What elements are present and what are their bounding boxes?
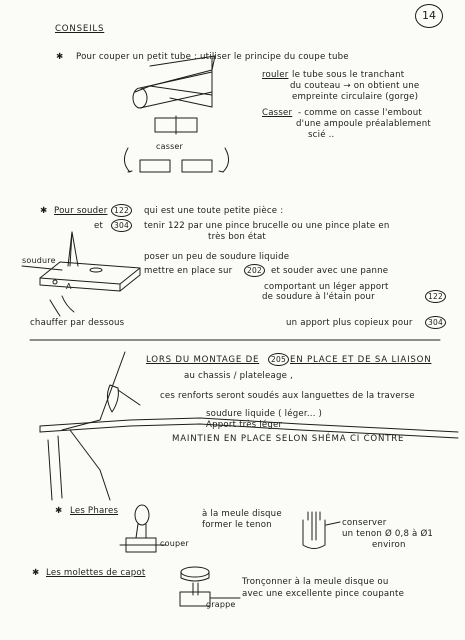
bullet-star-icon: ✱ bbox=[56, 52, 64, 62]
ref-202: 202 bbox=[244, 264, 265, 277]
cut-label: couper bbox=[160, 539, 189, 548]
bullet-star-icon: ✱ bbox=[55, 506, 63, 516]
tube-cutter-sketch bbox=[133, 56, 215, 108]
broken-tube-sketch bbox=[124, 148, 228, 172]
assembly-text-2: soudure liquide ( léger... ) bbox=[206, 409, 323, 419]
bullet-star-icon: ✱ bbox=[32, 568, 40, 578]
headlights-text-1: à la meule disque bbox=[202, 509, 282, 519]
heat-below-caption: chauffer par dessous bbox=[30, 318, 125, 328]
solder-text-8: de soudure à l'étain pour bbox=[262, 292, 375, 302]
ref-304-b: 304 bbox=[425, 316, 446, 329]
solder-text-1: qui est une toute petite pièce : bbox=[144, 206, 284, 216]
solder-text-5: mettre en place sur bbox=[144, 266, 233, 276]
roll-text-1: le tube sous le tranchant bbox=[292, 70, 405, 80]
headlights-text-2: former le tenon bbox=[202, 520, 272, 530]
solder-label: Pour souder bbox=[54, 206, 108, 216]
solder-text-6: et souder avec une panne bbox=[271, 266, 389, 276]
roll-label: rouler bbox=[262, 70, 289, 80]
ref-304: 304 bbox=[111, 219, 132, 232]
tube-cut-intro: Pour couper un petit tube : utiliser le principe du coupe tube bbox=[76, 52, 349, 62]
solder-text-3: très bon état bbox=[208, 232, 266, 242]
tenon-detail-sketch bbox=[303, 512, 340, 549]
assembly-text-1: ces renforts seront soudés aux languettes de la traverse bbox=[160, 391, 415, 401]
hood-knobs-text-1: Tronçonner à la meule disque ou bbox=[242, 577, 389, 587]
hood-knobs-label: Les molettes de capot bbox=[46, 568, 146, 578]
roll-text-3: empreinte circulaire (gorge) bbox=[292, 92, 419, 102]
ref-122: 122 bbox=[111, 204, 132, 217]
page-title: CONSEILS bbox=[55, 24, 105, 34]
soldering-sketch bbox=[22, 232, 140, 316]
keep-text-2: un tenon Ø 0,8 à Ø1 bbox=[342, 529, 434, 539]
ref-122-b: 122 bbox=[425, 290, 446, 303]
solder-diagram-label: soudure bbox=[22, 256, 56, 265]
break-text-3: scié .. bbox=[308, 130, 335, 140]
bullet-star-icon: ✱ bbox=[40, 206, 48, 216]
break-label: Casser bbox=[262, 108, 293, 118]
assembly-heading-2: EN PLACE ET DE SA LIAISON bbox=[290, 355, 432, 365]
solder-text-9: un apport plus copieux pour bbox=[286, 318, 413, 328]
solder-text-2: tenir 122 par une pince brucelle ou une pince plate en bbox=[144, 221, 390, 231]
assembly-heading-3: au chassis / plateleage , bbox=[184, 371, 293, 381]
hood-knobs-text-2: avec une excellente pince coupante bbox=[242, 589, 405, 599]
point-a-label: A bbox=[66, 282, 72, 291]
break-text-2: d'une ampoule préalablement bbox=[296, 119, 431, 129]
clamp-label: grappe bbox=[206, 600, 236, 609]
solder-text-7: comportant un léger apport bbox=[264, 282, 389, 292]
keep-text-3: environ bbox=[372, 540, 406, 550]
headlights-label: Les Phares bbox=[70, 506, 119, 516]
page-number: 14 bbox=[415, 4, 443, 28]
assembly-text-3: Apport très léger bbox=[206, 420, 283, 430]
roll-text-2: du couteau → on obtient une bbox=[290, 81, 420, 91]
and-label: et bbox=[94, 221, 104, 231]
assembly-text-4: MAINTIEN EN PLACE SELON SHÉMA CI CONTRE bbox=[172, 434, 405, 444]
ref-205: 205 bbox=[268, 353, 289, 366]
scored-tube-sketch bbox=[155, 116, 197, 134]
solder-text-4: poser un peu de soudure liquide bbox=[144, 252, 290, 262]
assembly-heading-1: LORS DU MONTAGE DE bbox=[146, 355, 260, 365]
keep-text-1: conserver bbox=[342, 518, 387, 528]
break-text-1: - comme on casse l'embout bbox=[298, 108, 422, 118]
break-diagram-label: casser bbox=[156, 142, 184, 151]
